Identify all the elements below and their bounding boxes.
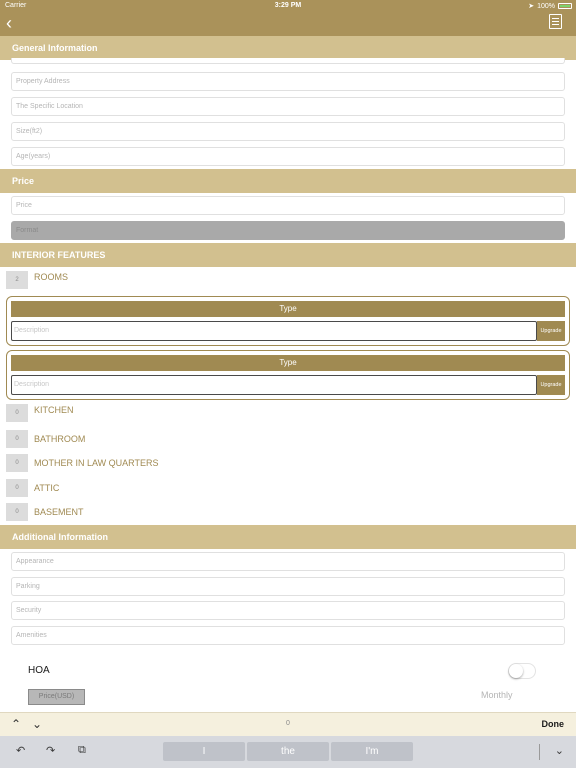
bathroom-label: BATHROOM	[34, 434, 86, 444]
format-select[interactable]: Format	[11, 221, 565, 240]
amenities-field[interactable]: Amenities	[11, 626, 565, 645]
divider	[539, 744, 540, 760]
hoa-toggle[interactable]	[508, 663, 536, 679]
keyboard-accessory-bar	[0, 712, 576, 736]
upgrade-button[interactable]: Upgrade	[537, 321, 565, 341]
battery-percent: 100%	[537, 2, 555, 10]
basement-label: BASEMENT	[34, 507, 84, 517]
suggestion-item[interactable]: I'm	[331, 742, 413, 761]
section-general-information: General Information	[0, 36, 576, 60]
basement-counter[interactable]: 0	[6, 503, 28, 521]
status-bar	[0, 0, 576, 12]
hoa-price-field[interactable]: Price(USD)	[28, 689, 85, 705]
battery-icon	[558, 3, 572, 9]
room-card	[6, 350, 570, 400]
room-description-field[interactable]: Description	[11, 321, 537, 341]
status-time: 3:29 PM	[274, 2, 302, 9]
redo-icon[interactable]: ↷	[46, 745, 56, 757]
room-type-select[interactable]: Type	[11, 301, 565, 317]
chevron-up-icon[interactable]: ⌃	[11, 717, 22, 731]
carrier-label: Carrier	[5, 2, 27, 9]
kitchen-counter[interactable]: 0	[6, 404, 28, 422]
keyboard-hide-icon[interactable]: ⌄	[554, 745, 564, 757]
section-price: Price	[0, 169, 576, 193]
security-field[interactable]: Security	[11, 601, 565, 620]
size-field[interactable]: Size(ft2)	[11, 122, 565, 141]
chevron-left-icon[interactable]: ‹	[6, 13, 12, 33]
age-field[interactable]: Age(years)	[11, 147, 565, 166]
attic-label: ATTIC	[34, 483, 60, 493]
price-field[interactable]: Price	[11, 196, 565, 215]
kitchen-label: KITCHEN	[34, 405, 74, 415]
room-description-field[interactable]: Description	[11, 375, 537, 395]
chevron-down-icon[interactable]: ⌄	[32, 717, 43, 731]
hoa-label: HOA	[28, 665, 50, 676]
field-counter: 0	[286, 720, 290, 727]
navigation-bar	[0, 0, 576, 36]
location-icon: ➤	[528, 3, 535, 10]
section-interior-features: INTERIOR FEATURES	[0, 243, 576, 267]
keyboard-suggestion-bar	[0, 736, 576, 768]
room-type-select[interactable]: Type	[11, 355, 565, 371]
appearance-field[interactable]: Appearance	[11, 552, 565, 571]
hoa-period-label: Monthly	[481, 690, 513, 700]
suggestion-item[interactable]: the	[247, 742, 329, 761]
done-button[interactable]: Done	[541, 719, 564, 729]
mother-in-law-quarters-counter[interactable]: 0	[6, 454, 28, 472]
rooms-counter[interactable]: 2	[6, 271, 28, 289]
property-address-field[interactable]: Property Address	[11, 72, 565, 91]
notes-icon[interactable]	[549, 14, 562, 29]
undo-icon[interactable]: ↶	[16, 745, 26, 757]
upgrade-button[interactable]: Upgrade	[537, 375, 565, 395]
rooms-label: ROOMS	[34, 272, 69, 282]
field-partial[interactable]	[11, 58, 565, 64]
specific-location-field[interactable]: The Specific Location	[11, 97, 565, 116]
attic-counter[interactable]: 0	[6, 479, 28, 497]
parking-field[interactable]: Parking	[11, 577, 565, 596]
suggestion-item[interactable]: I	[163, 742, 245, 761]
status-right	[528, 2, 572, 10]
clipboard-icon[interactable]: ⧉	[78, 744, 86, 756]
mother-in-law-quarters-label: MOTHER IN LAW QUARTERS	[34, 458, 159, 468]
bathroom-counter[interactable]: 0	[6, 430, 28, 448]
room-card	[6, 296, 570, 346]
section-additional-information: Additional Information	[0, 525, 576, 549]
